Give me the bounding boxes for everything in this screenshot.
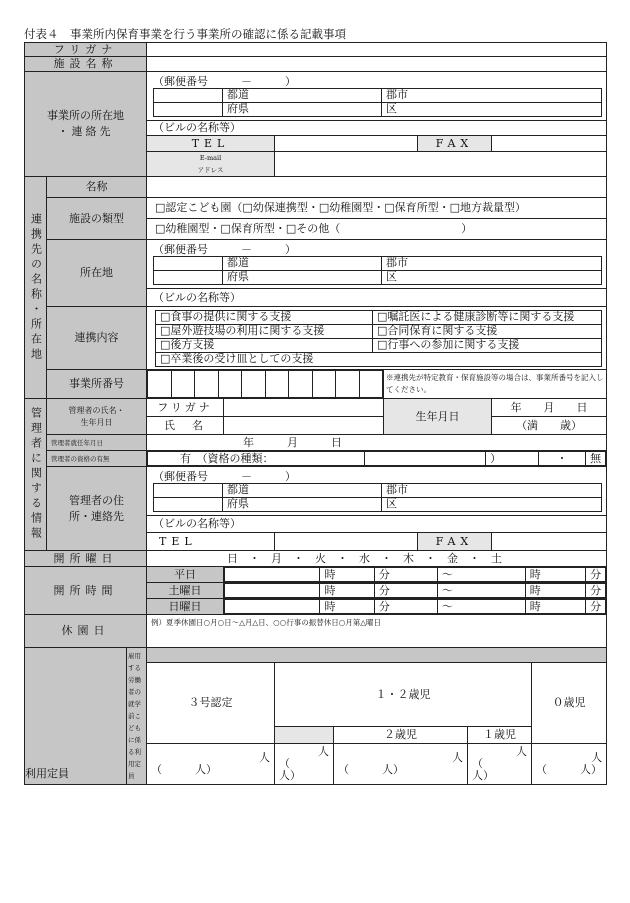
manager-name-label-line1: 管理者の氏名・: [68, 405, 125, 415]
content-item-2[interactable]: □屋外遊技場の利用に関する支援: [156, 324, 373, 338]
partner-address-label: 所在地: [47, 240, 147, 307]
partner-fuken: 府県: [223, 270, 382, 284]
hours-saturday-table: [224, 583, 606, 598]
manager-age[interactable]: （満 歳）: [492, 417, 607, 435]
content-item-0[interactable]: □食事の提供に関する支援: [156, 310, 373, 324]
capacity-unit: 人: [259, 751, 271, 764]
tilde: ～: [438, 568, 526, 582]
capacity-unit: 人: [516, 745, 528, 758]
content-item-3[interactable]: □合同保育に関する支援: [373, 324, 602, 338]
manager-group-label: 管理者に関する情報: [25, 399, 47, 551]
number-box[interactable]: [359, 371, 383, 398]
capacity-1-header: １歳児: [468, 727, 532, 744]
address-pref-table: [153, 88, 602, 117]
manager-address-label: [47, 467, 147, 551]
hours-row-saturday[interactable]: [224, 583, 607, 599]
open-days-label: 開所曜日: [25, 551, 147, 567]
capacity-header-band: [147, 648, 607, 663]
number-box[interactable]: [336, 371, 360, 398]
hour-end-unit: 時: [525, 600, 585, 614]
manager-address-field[interactable]: [147, 467, 607, 516]
partner-postal-code: （郵便番号 － ）: [153, 242, 297, 256]
number-box[interactable]: [171, 371, 195, 398]
capacity-1-value[interactable]: [468, 744, 532, 785]
capacity-label: 利用定員: [25, 648, 127, 785]
partner-address-field[interactable]: [147, 240, 607, 289]
capacity-paren: （ 人）: [338, 763, 405, 776]
manager-ku: 区: [382, 497, 602, 511]
address-label-line2: ・連絡先: [57, 125, 114, 138]
partner-number-boxes[interactable]: [147, 370, 384, 399]
capacity-2-value[interactable]: [334, 744, 468, 785]
manager-address-label-line1: 管理者の住: [69, 493, 125, 507]
hours-row-weekday[interactable]: [224, 567, 607, 583]
content-item-4[interactable]: □後方支援: [156, 338, 373, 352]
content-item-5[interactable]: □行事への参加に関する支援: [373, 338, 602, 352]
capacity-3go-value[interactable]: [147, 744, 275, 785]
content-item-6[interactable]: □卒業後の受け皿としての支援: [156, 352, 602, 366]
tilde: ～: [438, 584, 526, 598]
furigana-label: フリガナ: [25, 43, 147, 57]
manager-pref-table: [153, 483, 602, 512]
capacity-12-value[interactable]: [275, 744, 334, 785]
qualification-no[interactable]: 無: [586, 452, 606, 466]
hour-end-unit: 時: [525, 568, 585, 582]
number-box[interactable]: [312, 371, 336, 398]
hour-end-unit: 時: [525, 584, 585, 598]
fax-label: FAX: [418, 136, 492, 152]
capacity-0-header: ０歳児: [532, 663, 607, 744]
number-box-table: [147, 370, 383, 398]
facility-furigana-field[interactable]: [147, 43, 607, 57]
minute-end-unit: 分: [586, 600, 606, 614]
todo-label: 都道: [223, 88, 382, 102]
manager-building-field[interactable]: （ビルの名称等）: [147, 516, 607, 533]
partner-todo: 都道: [223, 256, 382, 270]
qualification-yes[interactable]: 有 （資格の種類：: [148, 452, 365, 466]
manager-fuken: 府県: [223, 497, 382, 511]
appointed-label: 管理者就任年月日: [47, 435, 147, 451]
capacity-sublabel: 雇用する労働者の就学前こどもに係る利用定員: [127, 648, 147, 785]
email-label: [147, 152, 275, 177]
manager-fax-label: FAX: [418, 533, 492, 551]
partner-building-field[interactable]: （ビルの名称等）: [147, 289, 607, 307]
manager-name-label-line2: 生年月日: [80, 417, 113, 427]
partner-content-field[interactable]: [147, 307, 607, 370]
partner-ku: 区: [382, 270, 602, 284]
number-box[interactable]: [218, 371, 242, 398]
tilde: ～: [438, 600, 526, 614]
birthdate-label: 生年月日: [384, 399, 492, 435]
manager-name-field[interactable]: [224, 417, 384, 435]
partner-content-table: [155, 310, 602, 367]
holidays-label: 休園日: [25, 615, 147, 648]
email-label-line2: アドレス: [197, 166, 224, 174]
registration-form: [24, 42, 607, 785]
minute-start-unit: 分: [374, 568, 437, 582]
manager-todo: 都道: [223, 483, 382, 497]
capacity-paren: （ 人）: [472, 757, 517, 782]
capacity-unit: 人: [452, 751, 464, 764]
qualification-close: ）: [486, 452, 539, 466]
fuken-label: 府県: [223, 102, 382, 116]
qualification-field[interactable]: [147, 451, 607, 467]
number-box[interactable]: [148, 371, 172, 398]
form-title: 付表４ 事業所内保育事業を行う事業所の確認に係る記載事項: [24, 27, 346, 41]
email-label-line1: E-mail: [199, 154, 222, 162]
capacity-2-header: ２歳児: [334, 727, 468, 744]
facility-name-field[interactable]: [147, 57, 607, 72]
open-days-field[interactable]: 日 ・ 月 ・ 火 ・ 水 ・ 木 ・ 金 ・ 土: [147, 551, 607, 567]
manager-tel-label: TEL: [147, 533, 275, 551]
manager-postal-code: （郵便番号 － ）: [153, 469, 297, 483]
address-field[interactable]: [147, 72, 607, 121]
tel-label: TEL: [147, 136, 275, 152]
capacity-3go-header: ３号認定: [147, 663, 275, 744]
ku-label: 区: [382, 102, 602, 116]
partner-gunshi: 郡市: [382, 256, 602, 270]
postal-code: （郵便番号 － ）: [153, 74, 297, 88]
building-name-field[interactable]: （ビルの名称等）: [147, 121, 607, 136]
open-hours-label: 開所時間: [25, 567, 147, 615]
manager-fax-field[interactable]: [492, 533, 607, 551]
holidays-field[interactable]: 例）夏季休園日○月○日～△月△日、○○行事の振替休日○月第△曜日: [147, 615, 607, 648]
partner-number-label: 事業所番号: [47, 370, 147, 399]
tel-field[interactable]: [275, 136, 418, 152]
qualification-dot: ・: [538, 452, 585, 466]
manager-furigana-label: フリガナ: [147, 399, 224, 417]
hour-start-unit: 時: [320, 568, 374, 582]
partner-pref-table: [153, 256, 602, 285]
minute-end-unit: 分: [586, 584, 606, 598]
manager-furigana-field[interactable]: [224, 399, 384, 417]
manager-gunshi: 郡市: [382, 483, 602, 497]
capacity-paren: （ 人）: [151, 763, 218, 776]
partner-content-label: 連携内容: [47, 307, 147, 370]
minute-start-unit: 分: [374, 600, 437, 614]
manager-name-label: [47, 399, 147, 435]
minute-start-unit: 分: [374, 584, 437, 598]
address-label-line1: 事業所の所在地: [47, 109, 125, 122]
hour-start-unit: 時: [320, 584, 374, 598]
hours-weekday-table: [224, 567, 606, 582]
number-box[interactable]: [195, 371, 219, 398]
manager-tel-field[interactable]: [275, 533, 418, 551]
qualification-type-field[interactable]: [364, 452, 486, 466]
capacity-paren: （ 人）: [279, 757, 324, 782]
partner-name-field[interactable]: [147, 177, 607, 198]
partner-number-note: ※連携先が特定教育・保育施設等の場合は、事業所番号を記入してください。: [384, 370, 607, 399]
number-box[interactable]: [265, 371, 289, 398]
hours-day-weekday: 平日: [147, 567, 224, 583]
hour-start-unit: 時: [320, 600, 374, 614]
partner-group-label: 連携先の名称・所在地: [25, 177, 47, 399]
number-box[interactable]: [242, 371, 266, 398]
capacity-paren: （ 人）: [536, 763, 603, 776]
appointed-field[interactable]: 年 月 日: [147, 435, 607, 451]
gunshi-label: 郡市: [382, 88, 602, 102]
capacity-unit: 人: [591, 751, 603, 764]
capacity-0-value[interactable]: [532, 744, 607, 785]
partner-type-line2[interactable]: □幼稚園型・□保育所型・□その他（ ）: [147, 219, 607, 240]
address-label: [25, 72, 147, 177]
partner-type-label: 施設の類型: [47, 198, 147, 240]
facility-name-label: 施設名称: [25, 57, 147, 72]
partner-type-line1[interactable]: □認定こども園（□幼保連携型・□幼稚園型・□保育所型・□地方裁量型）: [147, 198, 607, 219]
hours-sunday-table: [224, 599, 606, 614]
fax-field[interactable]: [492, 136, 607, 152]
manager-address-label-line2: 所・連絡先: [69, 509, 125, 523]
hours-day-saturday: 土曜日: [147, 583, 224, 599]
partner-name-label: 名称: [47, 177, 147, 198]
number-box[interactable]: [289, 371, 313, 398]
capacity-12-spacer: [275, 727, 334, 744]
qualification-label: 管理者の資格の有無: [47, 451, 147, 467]
manager-shimei-label: 氏 名: [147, 417, 224, 435]
hours-day-sunday: 日曜日: [147, 599, 224, 615]
birthdate-ymd[interactable]: 年 月 日: [492, 399, 607, 417]
content-item-1[interactable]: □嘱託医による健康診断等に関する支援: [373, 310, 602, 324]
capacity-12-header: １・２歳児: [275, 663, 532, 727]
minute-end-unit: 分: [586, 568, 606, 582]
capacity-unit: 人: [318, 745, 330, 758]
hours-row-sunday[interactable]: [224, 599, 607, 615]
email-field[interactable]: [275, 152, 607, 177]
qualification-table: [147, 451, 606, 466]
